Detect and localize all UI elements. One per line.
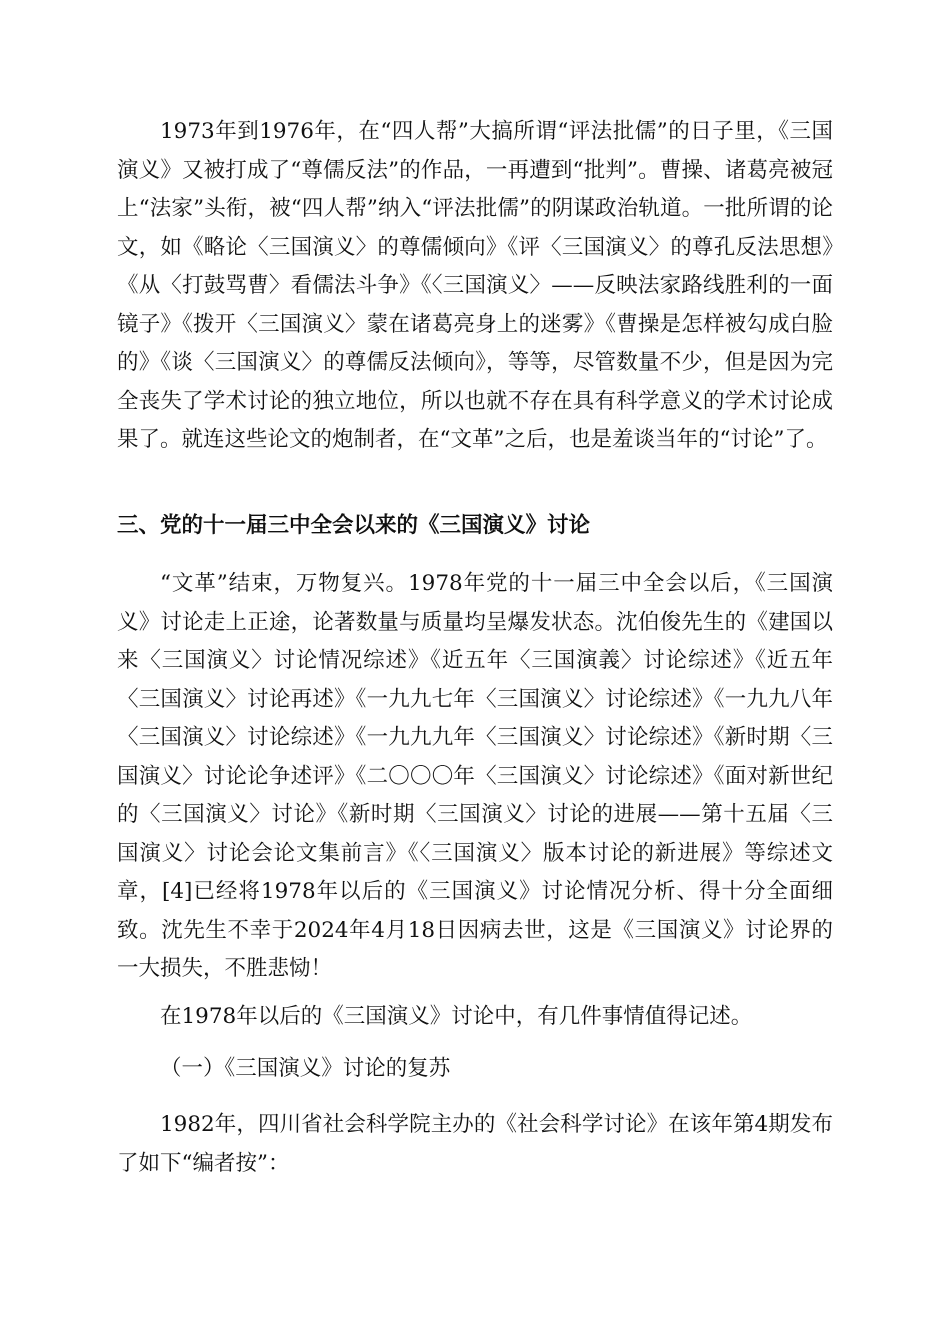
paragraph-revival-overview: “文革”结束，万物复兴。1978年党的十一届三中全会以后，《三国演义》讨论走上正途，论著数量与质量均呈爆发状态。沈伯俊先生的《建国以来〈三国演义〉讨论情况综述》《近五年〈三国演義〉讨论综述》《近五年〈三国演义〉讨论再述》《一九九七年〈三国演义〉讨论综述》《一九九八年〈三国演义〉讨论综述》《一九九九年〈三国演义〉讨论综述》《新时期〈三国演义〉讨论论争述评》《二〇〇〇年〈三国演义〉讨论综述》《面对新世纪的〈三国演义〉讨论》《新时期〈三国演义〉讨论的进展——第十五届〈三国演义〉讨论会论文集前言》《〈三国演义〉版本讨论的新进展》等综述文章，[4]已经将1978年以后的《三国演义》讨论情况分析、得十分全面细致。沈先生不幸于2024年4月18日因病去世，这是《三国演义》讨论界的一大损失，不胜悲恸！ [117, 571, 833, 981]
paragraph-editor-note-intro: 1982年，四川省社会科学院主办的《社会科学讨论》在该年第4期发布了如下“编者按”： [117, 1112, 833, 1176]
paragraph-criticism-period: 1973年到1976年，在“四人帮”大搞所谓“评法批儒”的日子里，《三国演义》又被打成了“尊儒反法”的作品，一再遭到“批判”。曹操、诸葛亮被冠上“法家”头衔，被“四人帮”纳入“评法批儒”的阴谋政治轨道。一批所谓的论文，如《略论〈三国演义〉的尊儒倾向》《评〈三国演义〉的尊孔反法思想》《从〈打鼓骂曹〉看儒法斗争》《〈三国演义〉——反映法家路线胜利的一面镜子》《拨开〈三国演义〉蒙在诸葛亮身上的迷雾》《曹操是怎样被勾成白脸的》《谈〈三国演义〉的尊儒反法倾向》，等等，尽管数量不少，但是因为完全丧失了学术讨论的独立地位，所以也就不存在具有科学意义的学术讨论成果了。就连这些论文的炮制者，在“文革”之后，也是羞谈当年的“讨论”了。 [117, 119, 833, 452]
paragraph-notable-events: 在1978年以后的《三国演义》讨论中，有几件事情值得记述。 [160, 1004, 753, 1029]
section-heading: 三、党的十一届三中全会以来的《三国演义》讨论 [117, 513, 591, 538]
subsection-heading: （一）《三国演义》讨论的复苏 [160, 1056, 451, 1081]
